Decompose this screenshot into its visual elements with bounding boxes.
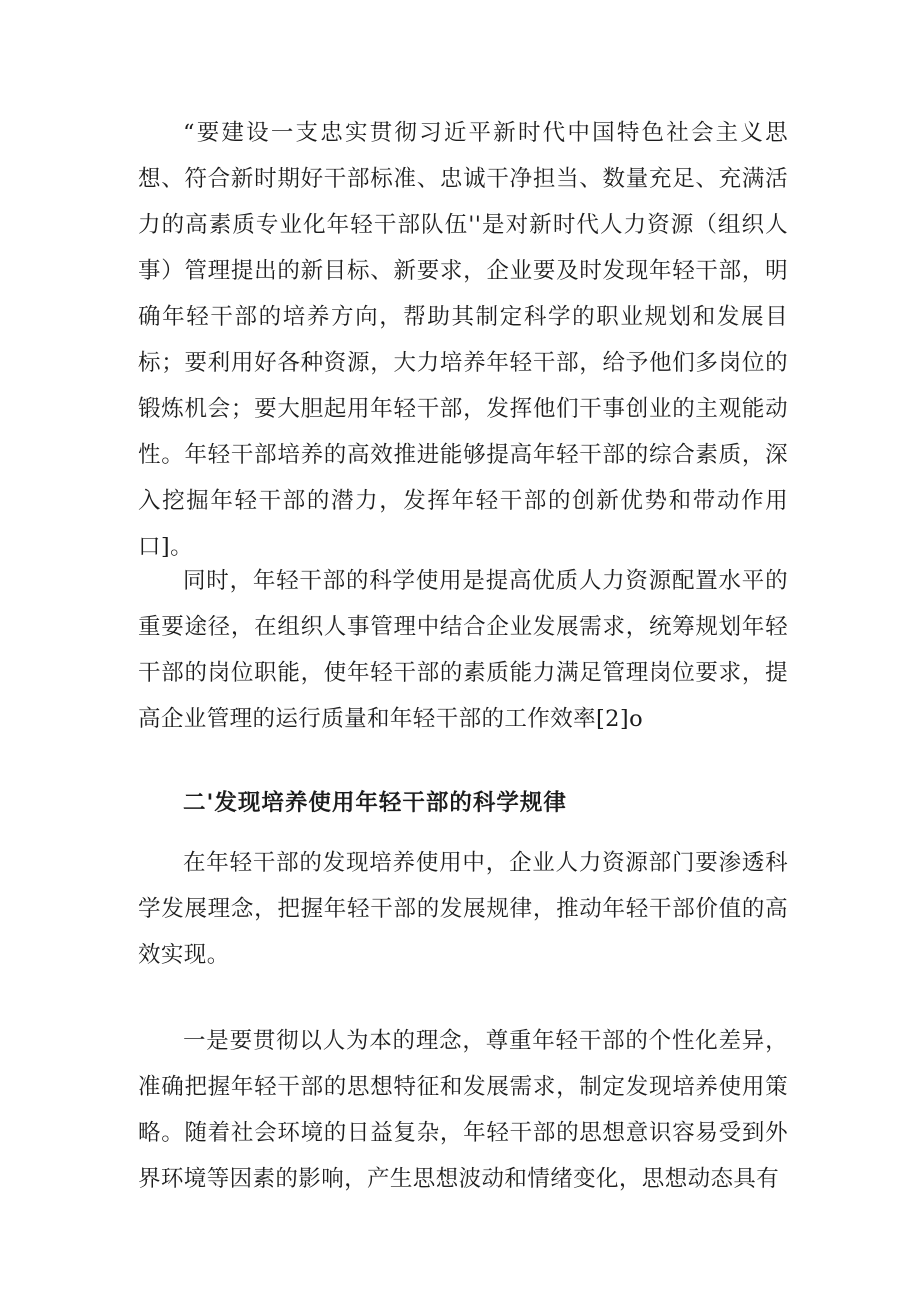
paragraph-simultaneous: 同时，年轻干部的科学使用是提高优质人力资源配置水平的重要途径，在组织人事管理中结合企业发展需求，统筹规划年轻干部的岗位职能，使年轻干部的素质能力满足管理岗位要求，提高企业管理的运行质量和年轻干部的工作效率[2]o — [138, 568, 788, 732]
paragraph-discovery: 在年轻干部的发现培养使用中，企业人力资源部门要渗透科学发展理念，把握年轻干部的发展规律，推动年轻干部价值的高效实现。 — [138, 850, 788, 968]
section-heading: 二'发现培养使用年轻干部的科学规律 — [183, 790, 567, 816]
paragraph-first-point: 一是要贯彻以人为本的理念，尊重年轻干部的个性化差异，准确把握年轻干部的思想特征和发展需求，制定发现培养使用策略。随着社会环境的日益复杂，年轻干部的思想意识容易受到外界环境等因素的影响，产生思想波动和情绪变化，思想动态具有 — [138, 1028, 788, 1192]
paragraph-intro: “要建设一支忠实贯彻习近平新时代中国特色社会主义思想、符合新时期好干部标准、忠诚干净担当、数量充足、充满活力的高素质专业化年轻干部队伍''是对新时代人力资源（组织人事）管理提出的新目标、新要求，企业要及时发现年轻干部，明确年轻干部的培养方向，帮助其制定科学的职业规划和发展目标；要利用好各种资源，大力培养年轻干部，给予他们多岗位的锻炼机会；要大胆起用年轻干部，发挥他们干事创业的主观能动性。年轻干部培养的高效推进能够提高年轻干部的综合素质，深入挖掘年轻干部的潜力，发挥年轻干部的创新优势和带动作用口]。 — [138, 120, 788, 560]
